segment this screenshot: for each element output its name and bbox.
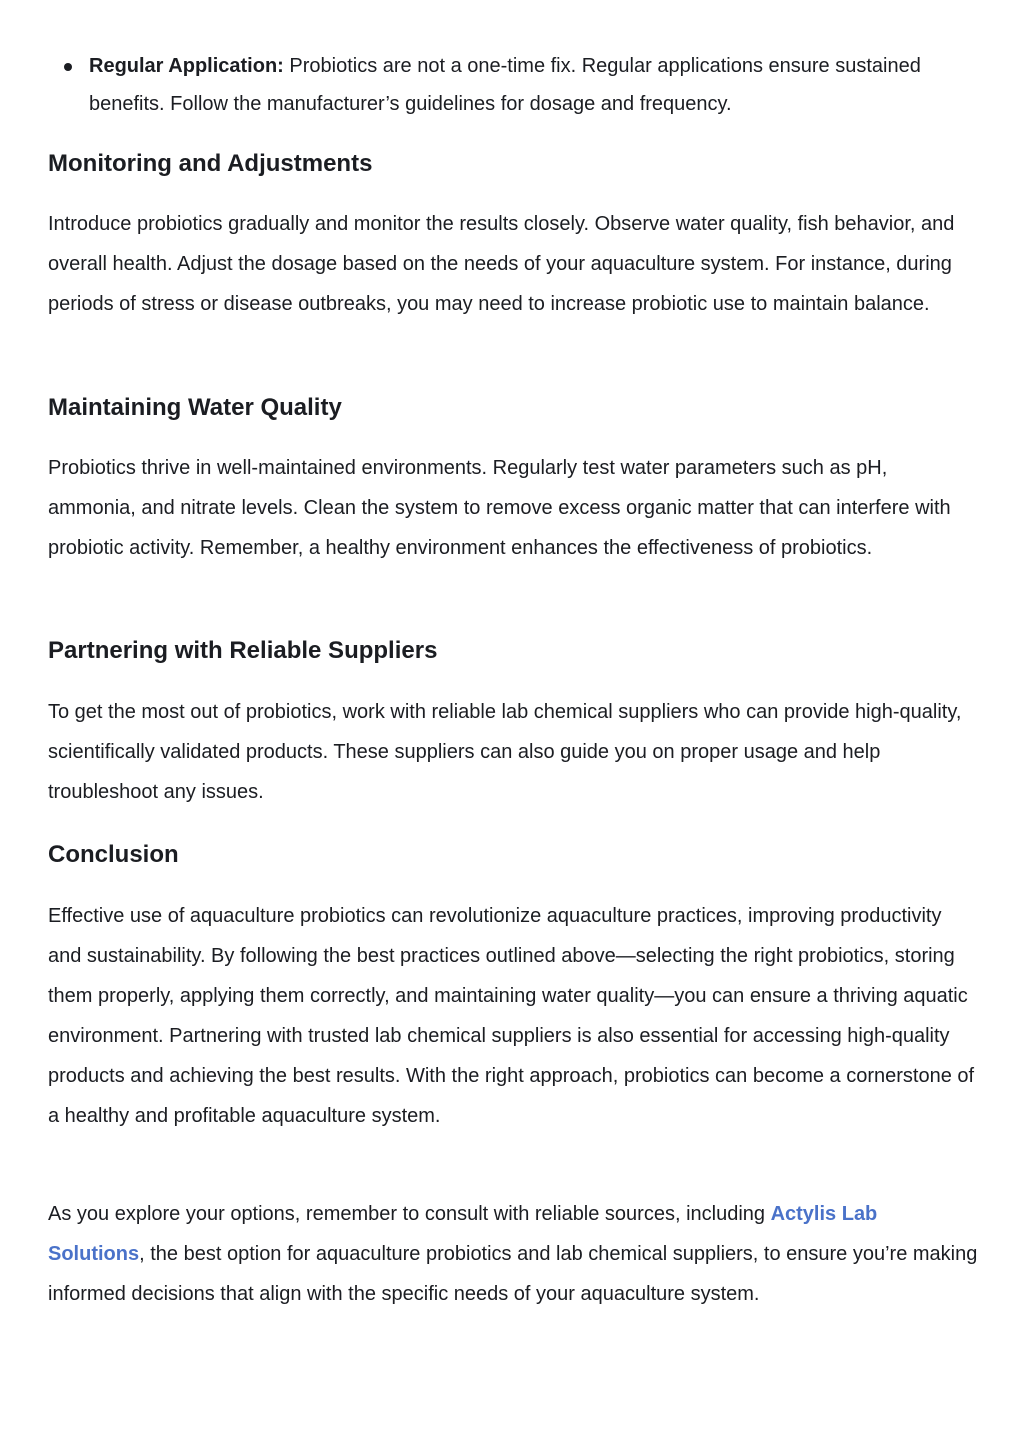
heading-water-quality: Maintaining Water Quality — [48, 394, 342, 421]
bullet-label: Regular Application: — [89, 55, 284, 77]
bullet-icon — [64, 63, 72, 71]
list-item — [48, 47, 978, 123]
bullet-text: Probiotics are not a one-time fix. Regular applications ensure sustained benefits. Follow the manufacturer’s guidelines for dosage and frequency. — [89, 55, 921, 115]
paragraph-suppliers: To get the most out of probiotics, work with reliable lab chemical suppliers who can provide high-quality, scientifically validated products. These suppliers can also guide you on proper usage and help troubleshoot any issues. — [48, 701, 962, 803]
paragraph-monitoring: Introduce probiotics gradually and monitor the results closely. Observe water quality, fish behavior, and overall health. Adjust the dosage based on the needs of your aquaculture system. For instance, during periods of stress or disease outbreaks, you may need to increase probiotic use to maintain balance. — [48, 213, 955, 315]
paragraph-conclusion: Effective use of aquaculture probiotics can revolutionize aquaculture practices, improving productivity and sustainability. By following the best practices outlined above—selecting the right probiotics, storing them properly, applying them correctly, and maintaining water quality—you can ensure a thriving aquatic environment. Partnering with trusted lab chemical suppliers is also essential for accessing high-quality products and achieving the best results. With the right approach, probiotics can become a cornerstone of a healthy and profitable aquaculture system. — [48, 905, 975, 1127]
bullet-list — [48, 47, 978, 123]
heading-conclusion: Conclusion — [48, 841, 179, 868]
heading-monitoring: Monitoring and Adjustments — [48, 150, 373, 177]
heading-suppliers: Partnering with Reliable Suppliers — [48, 637, 438, 664]
paragraph-water-quality: Probiotics thrive in well-maintained environments. Regularly test water parameters such as pH, ammonia, and nitrate levels. Clean the system to remove excess organic matter that can interfere with probiotic activity. Remember, a healthy environment enhances the effectiveness of probiotics. — [48, 457, 951, 559]
paragraph-closing — [48, 1194, 978, 1314]
closing-text-after: , the best option for aquaculture probiotics and lab chemical suppliers, to ensure you’re making informed decisions that align with the specific needs of your aquaculture system. — [48, 1243, 978, 1305]
actylis-lab-solutions-link[interactable]: Actylis Lab Solutions — [48, 1203, 878, 1265]
closing-text-before: As you explore your options, remember to consult with reliable sources, including — [48, 1203, 771, 1225]
